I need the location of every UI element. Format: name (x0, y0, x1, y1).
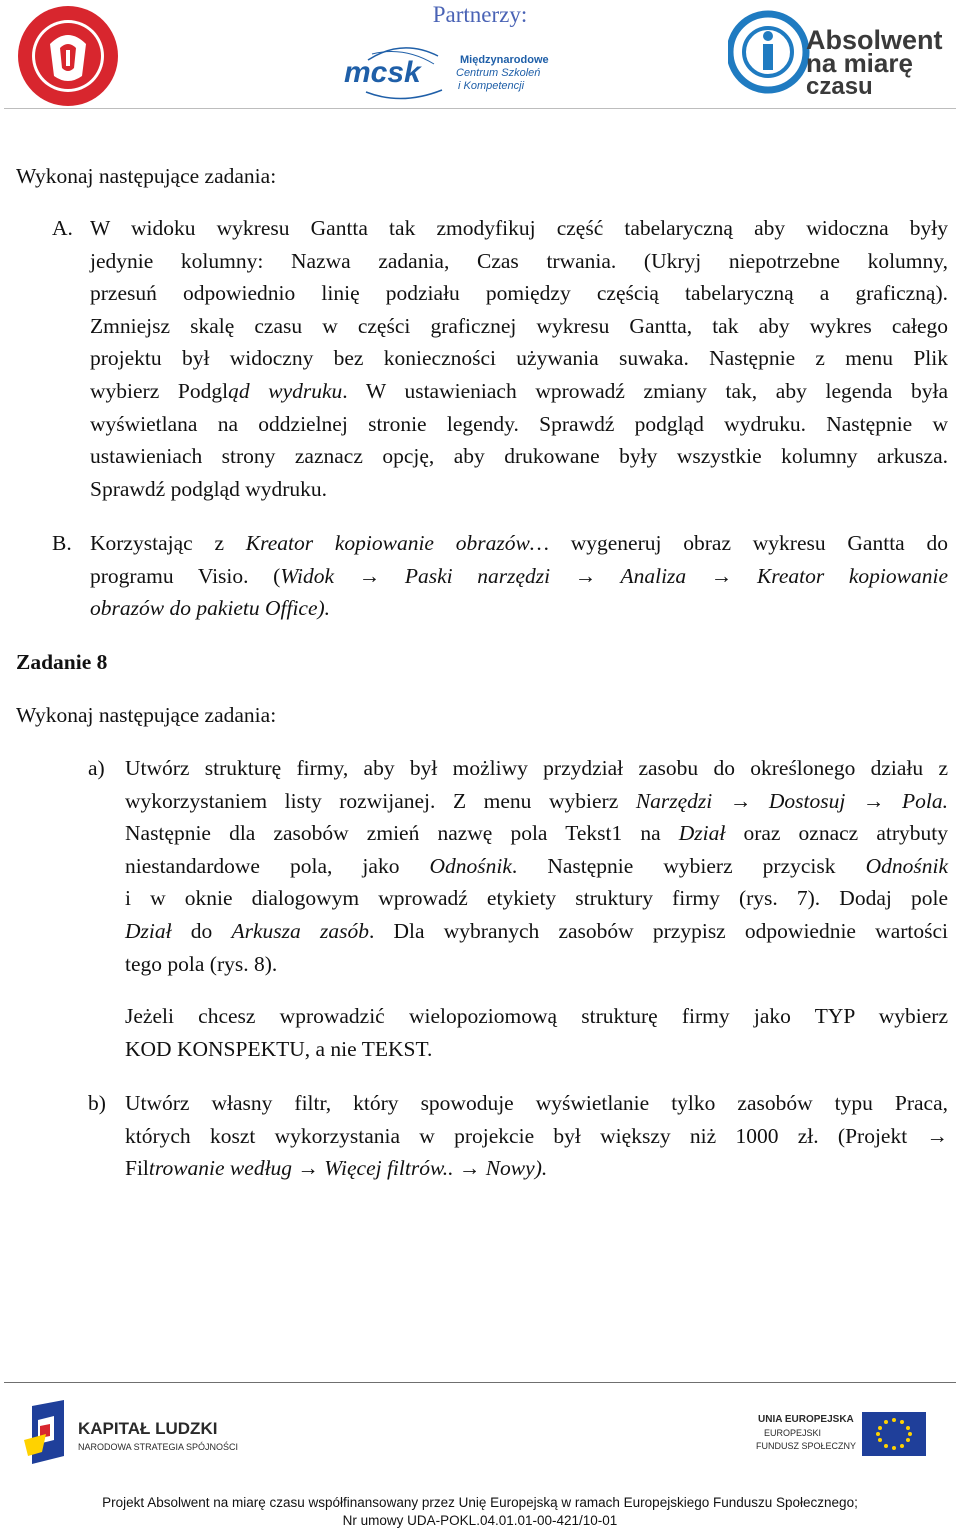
item-b-line: obrazów do pakietu Office). (90, 596, 331, 621)
header-divider (4, 108, 956, 109)
item-a-line: ustawieniach strony zaznacz opcję, aby drukowane były wszystkie kolumny arkusza. (90, 444, 948, 469)
intro-text-1: Wykonaj następujące zadania: (16, 164, 277, 188)
list-marker-b-lower: b) (88, 1091, 106, 1115)
item-a-lower-line: Utwórz strukturę firmy, aby był możliwy przydział zasobu do określonego działu z (125, 756, 948, 780)
item-a-line: projektu był widoczny bez konieczności używania suwaka. Następnie z menu Plik (90, 346, 948, 371)
item-a-lower-line: tego pola (rys. 8). (125, 951, 278, 976)
item-a-line: przesuń odpowiednio linię podziału pomiędzy częścią tabelaryczną a graficzną). (90, 281, 948, 306)
list-item-a (52, 212, 948, 505)
intro-text-2: Wykonaj następujące zadania: (16, 703, 277, 727)
footer-divider (4, 1382, 956, 1383)
absolwent-line1: Absolwent (806, 25, 943, 55)
item-b-lower-line: Filtrowanie według → Więcej filtrów.. → Nowy). (125, 1156, 548, 1181)
item-a-lower-note: Jeżeli chcesz wprowadzić wielopoziomową strukturę firmy jako TYP wybierz (125, 1004, 948, 1029)
mcsk-line2: Centrum Szkoleń (456, 67, 541, 79)
kapital-ludzki-logo (24, 1400, 244, 1470)
item-a-line: jedynie kolumny: Nazwa zadania, Czas trwania. (Ukryj niepotrzebne kolumny, (90, 248, 948, 273)
absolwent-logo (728, 6, 950, 98)
mcsk-line1: Międzynarodowe (460, 54, 549, 66)
mcsk-logo (342, 40, 572, 106)
list-item-a-lower (88, 752, 948, 1065)
kl-title: KAPITAŁ LUDZKI (78, 1419, 218, 1438)
item-a-lower-line: niestandardowe pola, jako Odnośnik. Następnie wybierz przycisk Odnośnik (125, 853, 948, 878)
absolwent-line3: czasu (806, 73, 873, 98)
eu-efs-logo (752, 1408, 932, 1466)
item-a-lower-note: KOD KONSPEKTU, a nie TEKST. (125, 1036, 433, 1061)
footer-line-2: Nr umowy UDA-POKL.04.01.01-00-421/10-01 (342, 1513, 618, 1528)
list-marker-a: A. (52, 216, 73, 240)
mcsk-line3: i Kompetencji (458, 80, 525, 92)
ue-line1: UNIA EUROPEJSKA (758, 1414, 854, 1425)
footer-text (0, 1494, 960, 1530)
item-b-lower-line: Utwórz własny filtr, który spowoduje wyświetlanie tylko zasobów typu Praca, (125, 1091, 948, 1115)
item-a-line: Sprawdź podgląd wydruku. (90, 476, 328, 501)
item-a-line: Zmniejsz skalę czasu w części graficznej wykresu Gantta, tak aby wykres całego (90, 313, 948, 338)
list-item-b (52, 527, 948, 625)
item-a-lower-line: Dział do Arkusza zasób. Dla wybranych zasobów przypisz odpowiednie wartości (125, 918, 949, 943)
politechnika-lubelska-logo (16, 4, 120, 108)
kl-subtitle: NARODOWA STRATEGIA SPÓJNOŚCI (78, 1442, 239, 1452)
list-marker-a-lower: a) (88, 756, 105, 780)
partners-title: Partnerzy: (432, 2, 528, 27)
absolwent-line2: na miarę (806, 48, 913, 78)
mcsk-wordmark: mcsk (344, 56, 421, 89)
item-a-line: W widoku wykresu Gantta tak zmodyfikuj część tabelaryczną aby widoczna były (90, 216, 948, 240)
ue-line2: EUROPEJSKI (764, 1428, 822, 1438)
item-b-lower-line: których koszt wykorzystania w projekcie był większy niż 1000 zł. (Projekt → (125, 1123, 948, 1148)
item-b-line: Korzystając z Kreator kopiowanie obrazów… wygeneruj obraz wykresu Gantta do (90, 531, 948, 555)
item-a-line: wybierz Podgląd wydruku. W ustawieniach wprowadź zmiany tak, aby legenda była (90, 378, 948, 403)
section-heading: Zadanie 8 (16, 650, 108, 674)
list-item-b-lower (88, 1087, 948, 1185)
list-marker-b: B. (52, 531, 72, 555)
ue-line3: FUNDUSZ SPOŁECZNY (756, 1441, 857, 1451)
item-a-line: wyświetlana na oddzielnej stronie legendy. Sprawdź podgląd wydruku. Następnie w (90, 411, 948, 436)
footer-line-1: Projekt Absolwent na miarę czasu współfinansowany przez Unię Europejską w ramach Europejskiego Funduszu Społecznego; (102, 1495, 858, 1510)
item-a-lower-line: Następnie dla zasobów zmień nazwę pola Tekst1 na Dział oraz oznacz atrybuty (125, 821, 948, 846)
item-b-line: programu Visio. (Widok → Paski narzędzi → Analiza → Kreator kopiowanie (90, 563, 948, 588)
item-a-lower-line: i w oknie dialogowym wprowadź etykiety struktury firmy (rys. 7). Dodaj pole (125, 886, 948, 911)
item-a-lower-line: wykorzystaniem listy rozwijanej. Z menu wybierz Narzędzi → Dostosuj → Pola. (125, 788, 948, 813)
